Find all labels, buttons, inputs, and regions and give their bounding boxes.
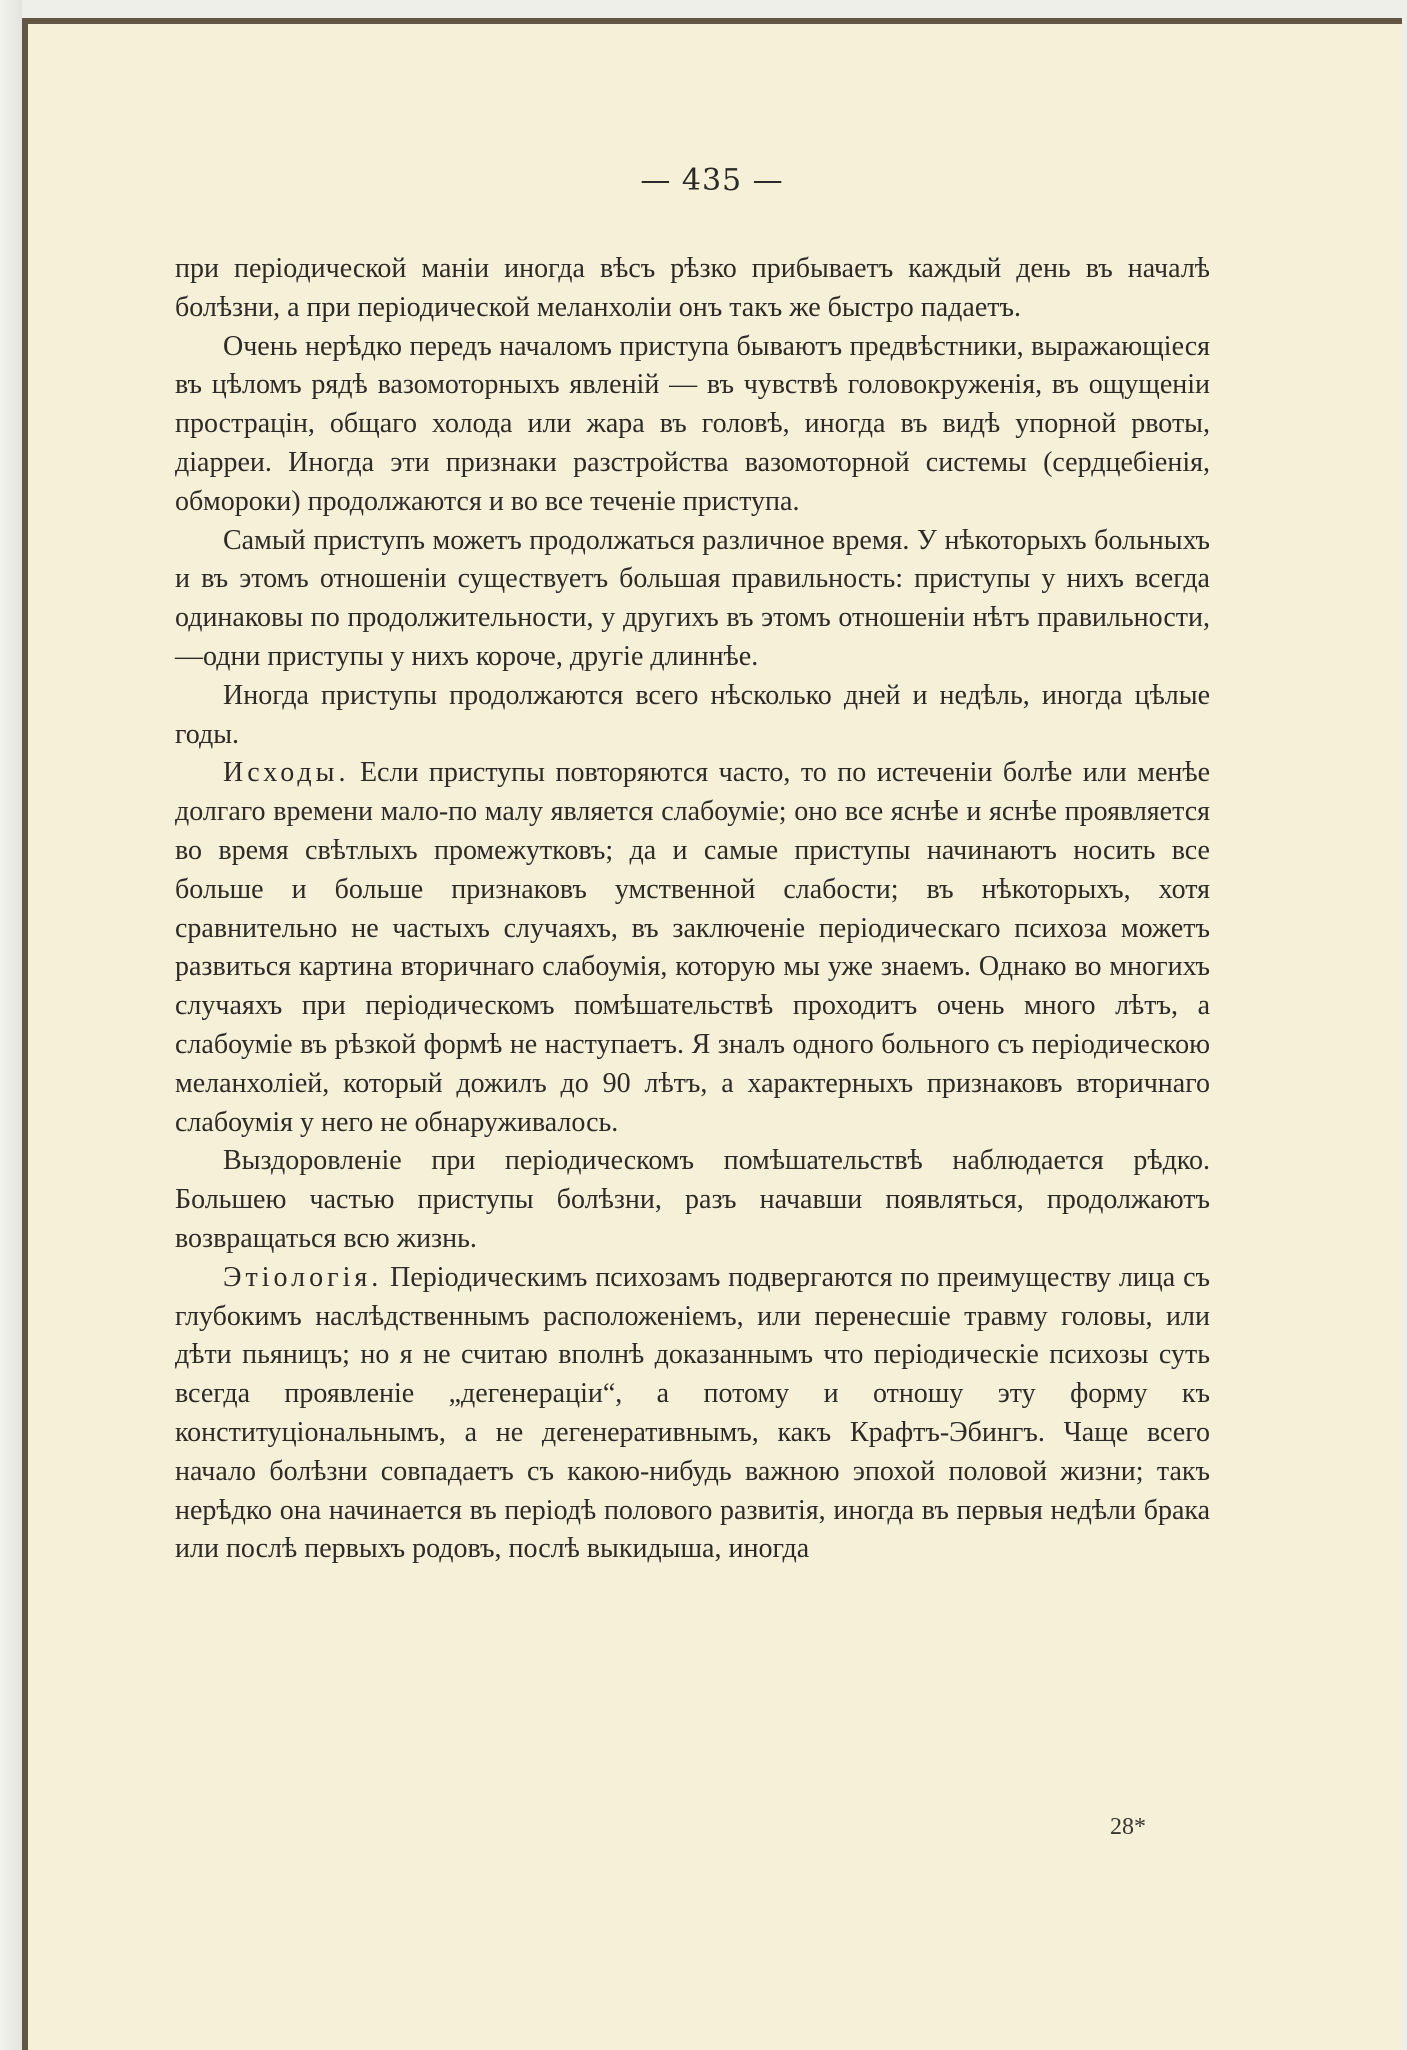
book-page xyxy=(22,18,1402,2050)
paragraph-text: Если приступы повторяются часто, то по истеченіи болѣе или менѣе долгаго времени мало-по малу является слабоуміе; оно все яснѣе и яснѣе проявляется во время свѣтлыхъ промежутковъ; да и самые приступы начинаютъ носить все больше и больше признаковъ умственной слабости; въ нѣкоторыхъ, хотя сравнительно не частыхъ случаяхъ, въ заключеніе періодическаго психоза можетъ развиться картина вторичнаго слабоумія, которую мы уже знаемъ. Однако во многихъ случаяхъ при періодическомъ помѣшательствѣ проходитъ очень много лѣтъ, а слабоуміе въ рѣзкой формѣ не наступаетъ. Я зналъ одного больного съ періодическою меланхоліей, который дожилъ до 90 лѣтъ, а характерныхъ признаковъ вторичнаго слабоумія у него не обнаруживалось. xyxy=(175,757,1210,1138)
paragraph xyxy=(175,1142,1210,1258)
paragraph-text: Выздоровленіе при періодическомъ помѣшательствѣ наблюдается рѣдко. Большею частью приступы болѣзни, разъ начавши появляться, продолжаютъ возвращаться всю жизнь. xyxy=(175,1145,1210,1254)
body-text xyxy=(175,250,1210,1569)
paragraph xyxy=(175,522,1210,677)
page-number: — 435 — xyxy=(640,163,784,198)
section-heading-outcomes: Исходы. xyxy=(223,757,350,789)
scan-border xyxy=(0,0,22,2050)
paragraph xyxy=(175,677,1210,755)
signature-mark: 28* xyxy=(1110,1814,1146,1840)
paragraph-text: Періодическимъ психозамъ подвергаются по преимуществу лица съ глубокимъ наслѣдственнымъ расположеніемъ, или перенесшіе травму головы, или дѣти пьяницъ; но я не считаю вполнѣ доказаннымъ что періодическіе психозы суть всегда проявленіе „дегенераціи“, а потому и отношу эту форму къ конституціональнымъ, а не дегенеративнымъ, какъ Крафтъ-Эбингъ. Чаще всего начало болѣзни совпадаетъ съ какою-нибудь важною эпохой половой жизни; такъ нерѣдко она начинается въ періодѣ полового развитія, иногда въ первыя недѣли брака или послѣ первыхъ родовъ, послѣ выкидыша, иногда xyxy=(175,1261,1210,1565)
paragraph xyxy=(175,754,1210,1142)
paragraph-text: Иногда приступы продолжаются всего нѣсколько дней и недѣль, иногда цѣлые годы. xyxy=(175,679,1210,750)
paragraph-text: Очень нерѣдко передъ началомъ приступа бываютъ предвѣстники, выражающіеся въ цѣломъ рядѣ вазомоторныхъ явленій — въ чувствѣ головокруженія, въ ощущеніи прострацін, общаго холода или жара въ головѣ, иногда въ видѣ упорной рвоты, діарреи. Иногда эти признаки разстройства вазомоторной системы (сердцебіенія, обмороки) продолжаются и во все теченіе приступа. xyxy=(175,330,1210,517)
paragraph-text: Самый приступъ можетъ продолжаться различное время. У нѣкоторыхъ больныхъ и въ этомъ отношеніи существуетъ большая правильность: приступы у нихъ всегда одинаковы по продолжительности, у другихъ въ этомъ отношеніи нѣтъ правильности,—одни приступы у нихъ короче, другіе длиннѣе. xyxy=(175,524,1210,672)
paragraph-text: при періодической маніи иногда вѣсъ рѣзко прибываетъ каждый день въ началѣ болѣзни, а при періодической меланхоліи онъ такъ же быстро падаетъ. xyxy=(175,253,1210,323)
paragraph xyxy=(175,328,1210,522)
paragraph xyxy=(175,250,1210,328)
section-heading-etiology: Этіологія. xyxy=(223,1261,383,1293)
paragraph xyxy=(175,1259,1210,1569)
